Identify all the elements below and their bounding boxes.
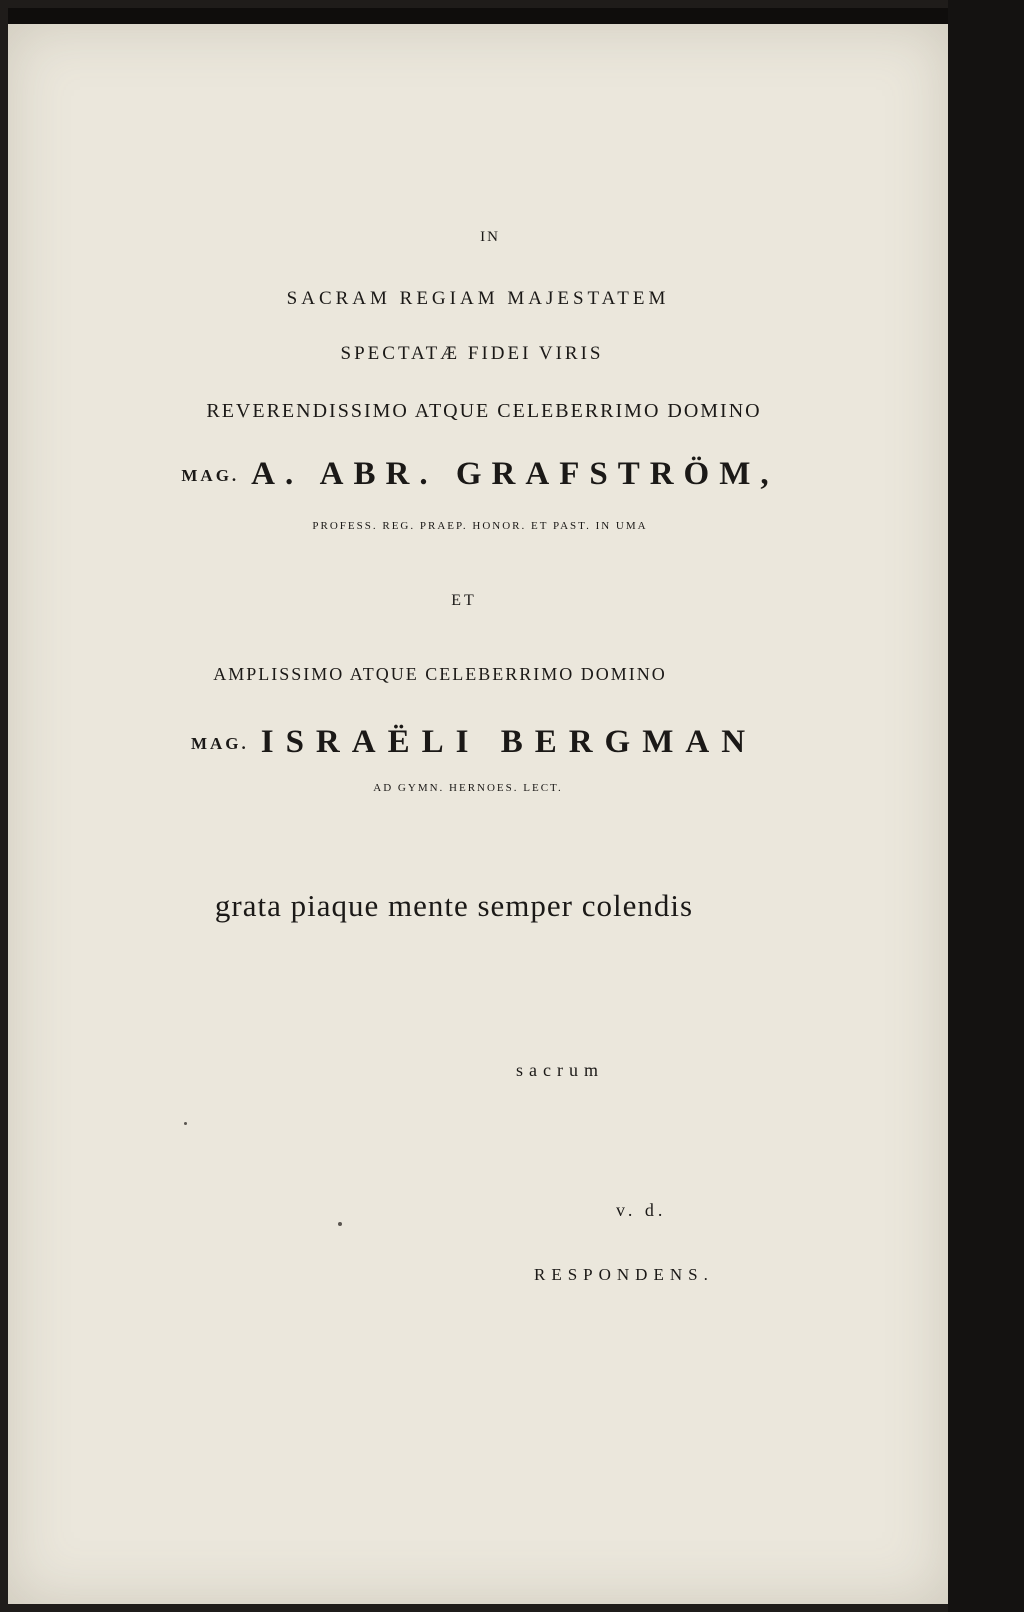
recipient-grafstrom-office: PROFESS. REG. PRAEP. HONOR. ET PAST. IN UMA: [312, 520, 648, 532]
line-sacrum: sacrum: [516, 1060, 604, 1080]
recipient-bergman: [4, 724, 944, 761]
recipient-grafstrom: [10, 456, 950, 493]
dedication-phrase: grata piaque mente semper colendis: [214, 888, 694, 923]
dedication-page: [8, 24, 948, 1604]
line-et: ET: [451, 592, 477, 609]
recipient-bergman-name: ISRAËLI BERGMAN: [260, 724, 758, 760]
recipient-bergman-title: MAG.: [190, 734, 249, 754]
line-in: IN: [480, 229, 500, 245]
recipient-bergman-office: AD GYMN. HERNOES. LECT.: [373, 782, 563, 794]
line-sacram-regiam: SACRAM REGIAM MAJESTATEM: [286, 288, 670, 309]
line-reverendissimo: REVERENDISSIMO ATQUE CELEBERRIMO DOMINO: [206, 400, 762, 422]
recipient-grafstrom-name: A. ABR. GRAFSTRÖM,: [251, 456, 779, 492]
line-vd: v. d.: [616, 1200, 667, 1220]
line-amplissimo: AMPLISSIMO ATQUE CELEBERRIMO DOMINO: [213, 664, 667, 684]
ink-speck: [184, 1122, 187, 1125]
line-respondens: RESPONDENS.: [534, 1265, 714, 1284]
ink-speck: [338, 1222, 342, 1226]
line-spectatae-fidei: SPECTATÆ FIDEI VIRIS: [340, 343, 604, 364]
page-top-shadow: [8, 8, 948, 24]
recipient-grafstrom-title: MAG.: [181, 466, 240, 486]
